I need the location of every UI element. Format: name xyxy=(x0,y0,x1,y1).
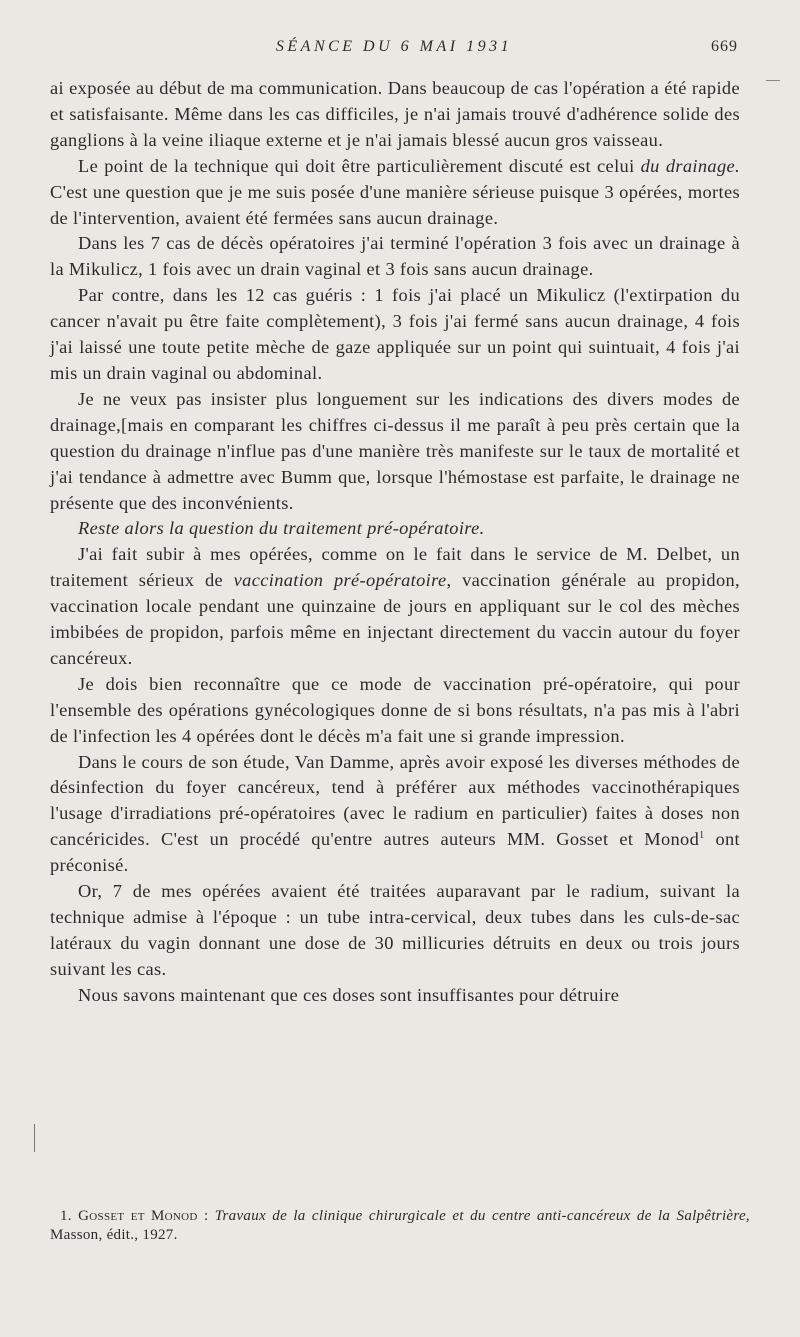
footnote-marker: 1 xyxy=(699,830,705,842)
body-text xyxy=(50,76,740,1009)
paragraph-10: Or, 7 de mes opérées avaient été traitées auparavant par le radium, suivant la technique admise à l'époque : un tube intra-cervical, deux tubes dans les culs-de-sac latéraux du vagin donnant une dose de 30 millicuries détruits en deux ou trois jours suivant les cas. xyxy=(50,881,740,979)
paragraph-6 xyxy=(50,516,740,542)
paragraph-7-emphasis: vaccination pré-opératoire xyxy=(233,570,447,591)
paragraph-9 xyxy=(50,750,740,880)
running-head xyxy=(50,38,738,62)
paragraph-7-text-a: J'ai fait subir à mes opérées, comme on le fait dans le service de M. Delbet, un traitement sérieux de xyxy=(50,544,740,591)
footnote-authors: Gosset et Monod xyxy=(78,1208,198,1224)
margin-tick xyxy=(766,80,780,81)
footnote-number: 1. xyxy=(60,1208,72,1224)
paragraph-2-text-b: C'est une question que je me suis posée d'une manière sérieuse puisque 3 opérées, mortes de l'intervention, avaient été fermées sans aucun drainage. xyxy=(50,181,740,228)
paragraph-5: Je ne veux pas insister plus longuement sur les indications des divers modes de drainage,[mais en comparant les chiffres ci-dessus il me paraît à peu près certain que la question du drainage n'influe pas d'une manière très manifeste sur le taux de mortalité et j'ai tendance à admettre avec Bumm que, lorsque l'hémostase est parfaite, le drainage ne présente que des inconvénients. xyxy=(50,388,740,513)
section-heading: Reste alors la question du traitement pré-opératoire. xyxy=(78,518,485,539)
paragraph-7-text-b: , vaccination générale au propidon, vaccination locale pendant une quinzaine de jours en appliquant sur le col des mèches imbibées de propidon, parfois même en injectant directement du vaccin autour du foyer cancéreux. xyxy=(50,570,740,668)
footnote-publisher: , Masson, édit., 1927. xyxy=(50,1208,750,1243)
paragraph-11: Nous savons maintenant que ces doses sont insuffisantes pour détruire xyxy=(78,984,620,1005)
paragraph-2-emphasis: du drainage. xyxy=(640,155,740,176)
paragraph-8: Je dois bien reconnaître que ce mode de vaccination pré-opératoire, qui pour l'ensemble des opérations gynécologiques donne de si bons résultats, n'a pas mis à l'abri de l'infection les 4 opérées dont le décès m'a fait une si grande impression. xyxy=(50,673,740,746)
running-title: SÉANCE DU 6 MAI 1931 xyxy=(275,38,513,55)
paragraph-2-text-a: Le point de la technique qui doit être particulièrement discuté est celui xyxy=(78,155,641,176)
paragraph-9-text-a: Dans le cours de son étude, Van Damme, après avoir exposé les diverses méthodes de désinfection du foyer cancéreux, tend à préférer aux méthodes vaccinothérapiques l'usage d'irradiations pré-opératoires (avec le radium en particulier) faites à doses non cancéricides. C'est un procédé qu'entre autres auteurs MM. Gosset et Monod xyxy=(50,751,740,850)
paragraph-9-text-b: ont préconisé. xyxy=(50,829,741,876)
margin-mark xyxy=(34,1124,35,1152)
paragraph-1: ai exposée au début de ma communication. Dans beaucoup de cas l'opération a été rapide et satisfaisante. Même dans les cas difficiles, je n'ai jamais trouvé d'adhérence solide des ganglions à la veine iliaque externe et je n'ai jamais blessé aucun gros vaisseau. xyxy=(50,78,740,150)
footnote xyxy=(50,1207,750,1244)
paragraph-3: Dans les 7 cas de décès opératoires j'ai terminé l'opération 3 fois avec un drainage à la Mikulicz, 1 fois avec un drain vaginal et 3 fois sans aucun drainage. xyxy=(50,233,740,280)
footnote-separator: : xyxy=(197,1208,215,1224)
paragraph-2 xyxy=(50,154,740,232)
paragraph-7 xyxy=(50,542,740,672)
footnote-title: Travaux de la clinique chirurgicale et du centre anti-cancéreux de la Salpêtrière xyxy=(214,1208,746,1224)
page-number: 669 xyxy=(711,38,738,55)
paragraph-4: Par contre, dans les 12 cas guéris : 1 fois j'ai placé un Mikulicz (l'extirpation du cancer n'avait pu être faite complètement), 3 fois j'ai fermé sans aucun drainage, 4 fois j'ai laissé une toute petite mèche de gaze appliquée sur un point qui suintuait, 4 fois j'ai mis un drain vaginal ou abdominal. xyxy=(50,285,740,383)
